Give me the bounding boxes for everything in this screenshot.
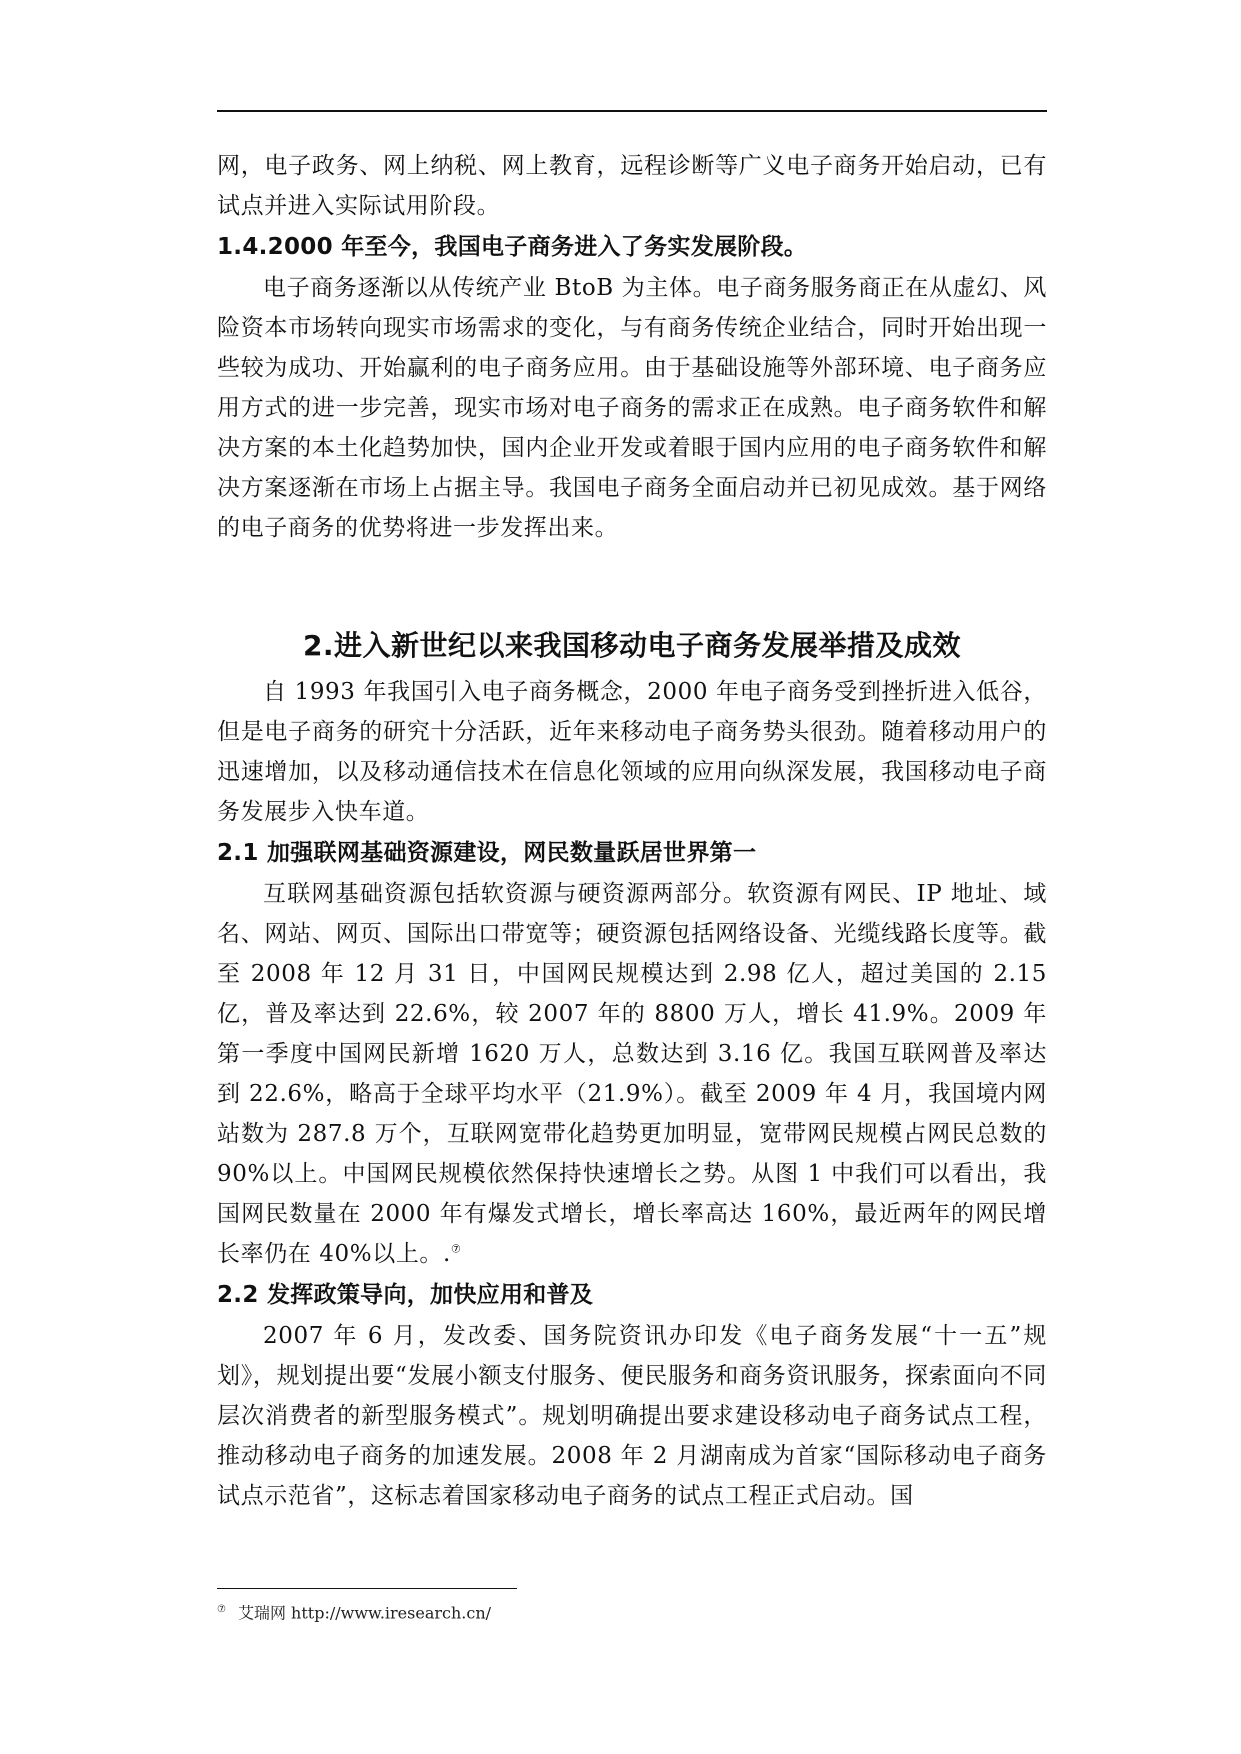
footnote [217, 1598, 491, 1625]
paragraph-continued: 网，电子政务、网上纳税、网上教育，远程诊断等广义电子商务开始启动，已有试点并进入实际试用阶段。 [217, 153, 1047, 219]
paragraph-btob: 电子商务逐渐以从传统产业 BtoB 为主体。电子商务服务商正在从虚幻、风险资本市场转向现实市场需求的变化，与有商务传统企业结合，同时开始出现一些较为成功、开始赢利的电子商务应用。由于基础设施等外部环境、电子商务应用方式的进一步完善，现实市场对电子商务的需求正在成熟。电子商务软件和解决方案的本土化趋势加快，国内企业开发或着眼于国内应用的电子商务软件和解决方案逐渐在市场上占据主导。我国电子商务全面启动并已初见成效。基于网络的电子商务的优势将进一步发挥出来。 [217, 275, 1047, 541]
section-heading-1-4: 1.4.2000 年至今，我国电子商务进入了务实发展阶段。 [217, 234, 808, 260]
page-body [217, 146, 1047, 1516]
footnote-text[interactable]: 艾瑞网 http://www.iresearch.cn/ [237, 1603, 492, 1623]
footnote-mark: ⑦ [217, 1604, 226, 1615]
paragraph-policy: 2007 年 6 月，发改委、国务院资讯办印发《电子商务发展“十一五”规划》，规划提出要“发展小额支付服务、便民服务和商务资讯服务，探索面向不同层次消费者的新型服务模式”。规划明确提出要求建设移动电子商务试点工程，推动移动电子商务的加速发展。2008 年 2 月湖南成为首家“国际移动电子商务试点示范省”，这标志着国家移动电子商务的试点工程正式启动。国 [217, 1323, 1047, 1509]
footnote-rule [217, 1588, 517, 1589]
section-heading-2-1: 2.1 加强联网基础资源建设，网民数量跃居世界第一 [217, 840, 757, 866]
paragraph-internet-resources [217, 874, 1047, 1274]
chapter-heading-wrap [217, 620, 1047, 672]
spacer [217, 548, 1047, 620]
header-rule [217, 110, 1047, 112]
section-heading-2-2: 2.2 发挥政策导向，加快应用和普及 [217, 1282, 594, 1308]
paragraph-internet-resources-text: 互联网基础资源包括软资源与硬资源两部分。软资源有网民、IP 地址、域名、网站、网页、国际出口带宽等；硬资源包括网络设备、光缆线路长度等。截至 2008 年 12 月 31 日，中国网民规模达到 2.98 亿人，超过美国的 2.15 亿，普及率达到 22.6%，较 2007 年的 8800 万人，增长 41.9%。2009 年第一季度中国网民新增 1620 万人，总数达到 3.16 亿。我国互联网普及率达到 22.6%，略高于全球平均水平（21.9%）。截至 2009 年 4 月，我国境内网站数为 287.8 万个，互联网宽带化趋势更加明显，宽带网民规模占网民总数的 90%以上。中国网民规模依然保持快速增长之势。从图 1 中我们可以看出，我国网民数量在 2000 年有爆发式增长，增长率高达 160%，最近两年的网民增长率仍在 40%以上。. [217, 881, 1047, 1267]
footnote-reference[interactable]: ⑦ [450, 1242, 462, 1256]
chapter-heading-2: 2.进入新世纪以来我国移动电子商务发展举措及成效 [302, 629, 962, 662]
paragraph-intro-mobile: 自 1993 年我国引入电子商务概念，2000 年电子商务受到挫折进入低谷，但是电子商务的研究十分活跃，近年来移动电子商务势头很劲。随着移动用户的迅速增加，以及移动通信技术在信息化领域的应用向纵深发展，我国移动电子商务发展步入快车道。 [217, 679, 1047, 825]
